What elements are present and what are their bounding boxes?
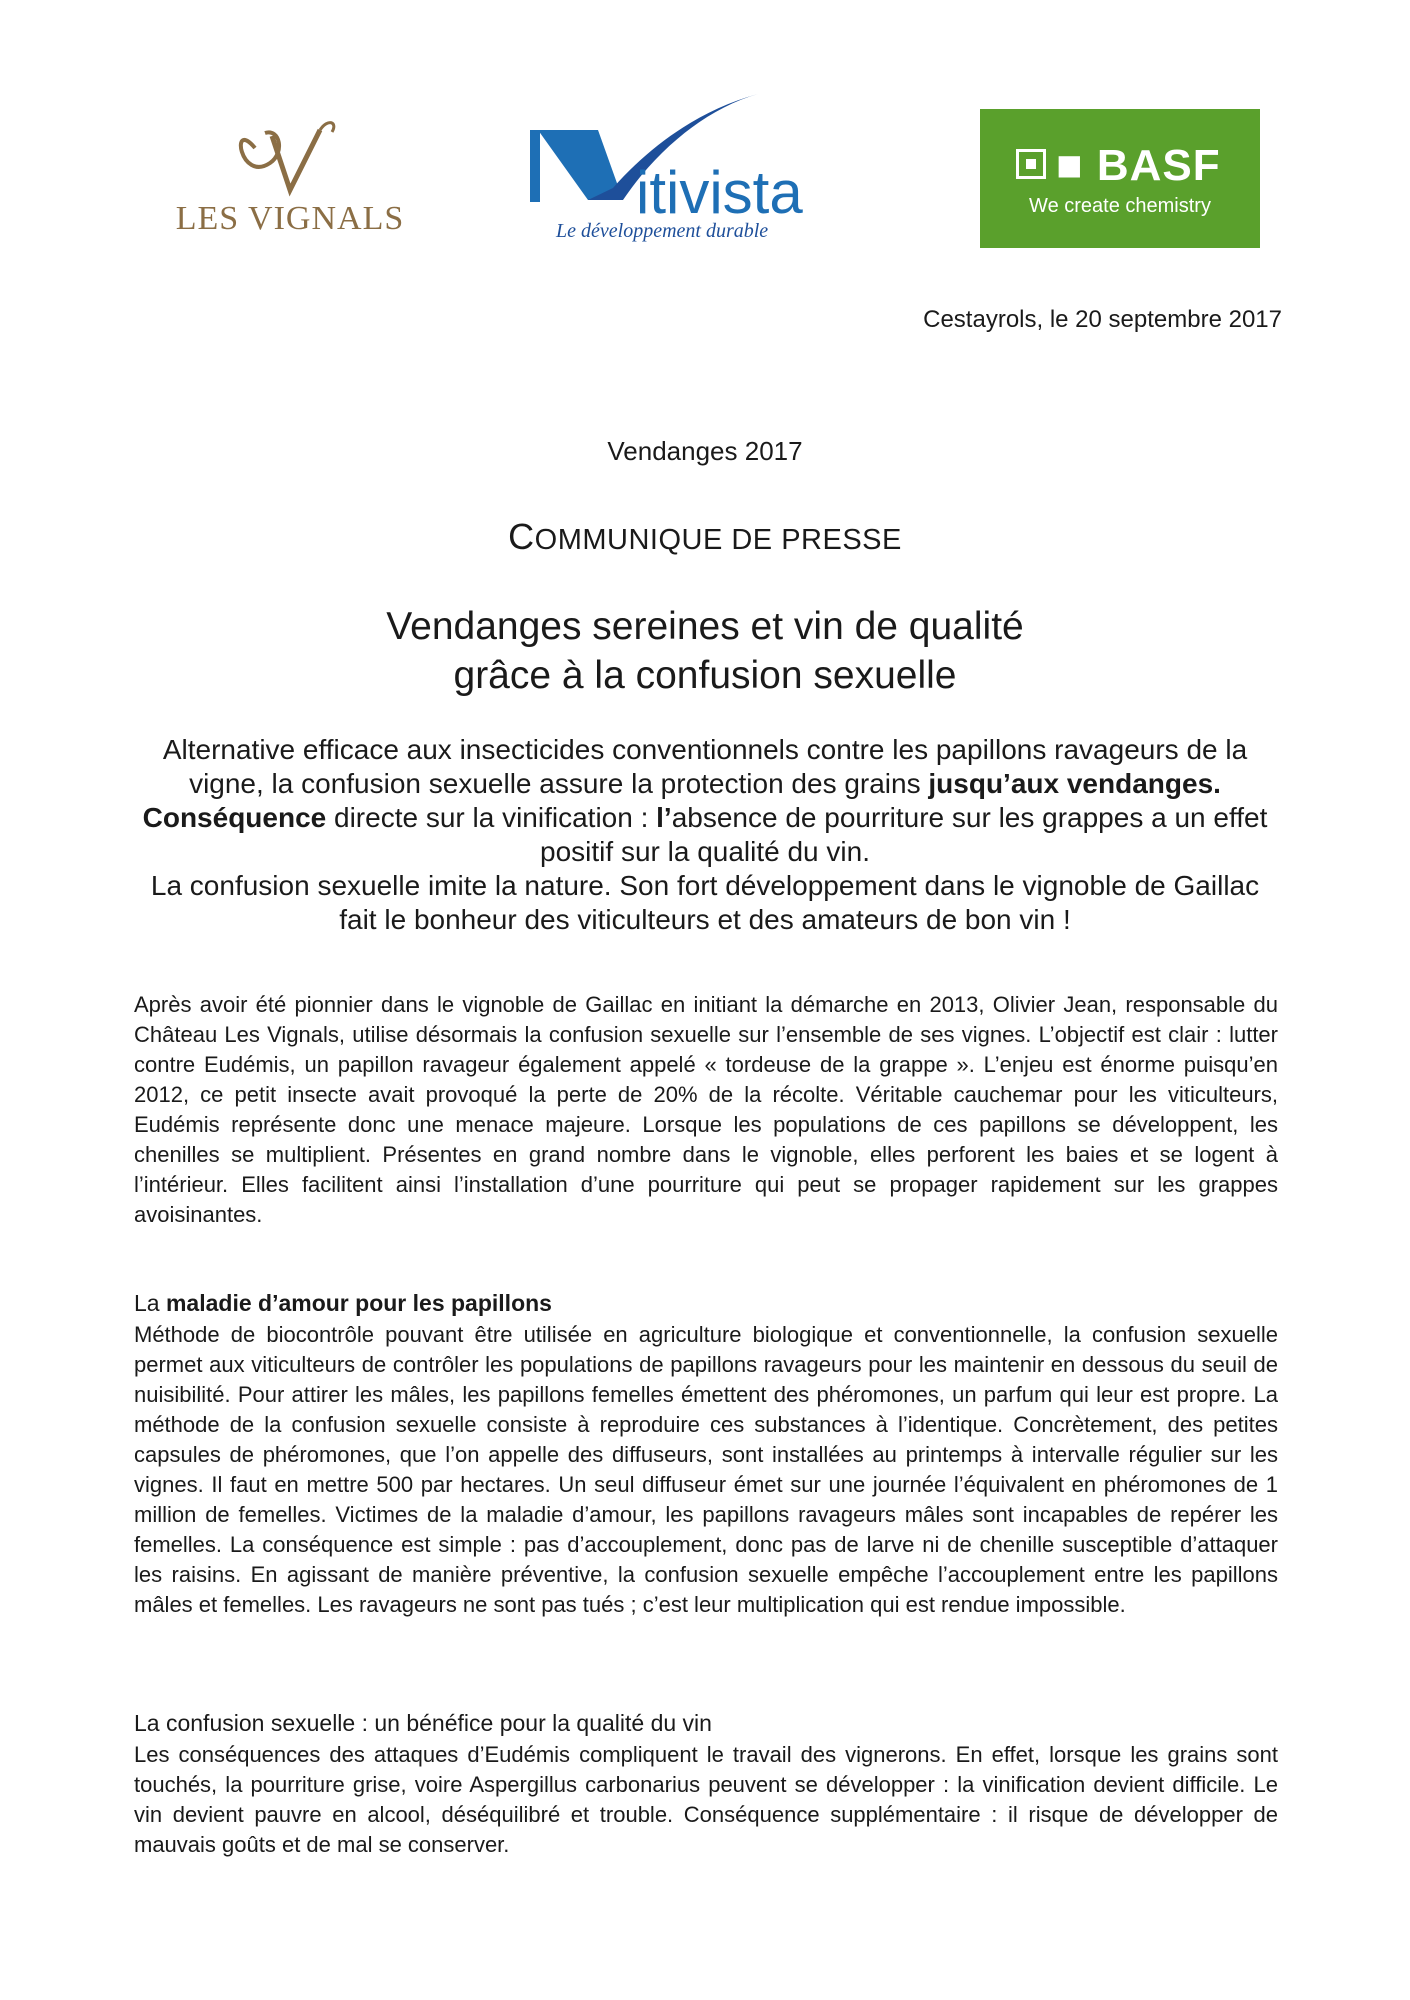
body-paragraph-3: Les conséquences des attaques d’Eudémis compliquent le travail des vignerons. En effet, lorsque les grains sont touchés, la pourriture grise, voire Aspergillus carbonarius peuvent se développer : la vinification devient difficile. Le vin devient pauvre en alcool, déséquilibré et trouble. Conséquence supplémentaire : il risque de développer de mauvais goûts et de mal se conserver. — [134, 1742, 1278, 1857]
lead-part-4: La confusion sexuelle imite la nature. Son fort développement dans le vignoble de Gaillac fait le bonheur des viticulteurs et des amateurs de bon vin ! — [150, 870, 1260, 935]
headline — [0, 602, 1410, 700]
lead-paragraph — [130, 733, 1280, 937]
vignals-logo-text: LES VIGNALS — [175, 200, 405, 237]
section-heading-2 — [134, 1290, 552, 1317]
vitivista-tagline: Le développement durable — [556, 220, 769, 242]
basf-square-icon — [1016, 149, 1046, 179]
lead-part-3: absence de pourriture sur les grappes a un effet positif sur la qualité du vin. — [540, 802, 1268, 867]
basf-word-text: BASF — [1096, 141, 1221, 190]
lead-part-2: directe sur la vinification : — [326, 802, 657, 833]
basf-word: ■ BASF — [1056, 141, 1221, 190]
document-subtitle: Vendanges 2017 — [607, 436, 803, 466]
vignals-monogram-icon — [160, 108, 420, 208]
dateline: Cestayrols, le 20 septembre 2017 — [923, 306, 1282, 333]
document-kind — [0, 516, 1410, 558]
body-paragraph-2: Méthode de biocontrôle pouvant être utilisée en agriculture biologique et conventionnelle, la confusion sexuelle permet aux viticulteurs de contrôler les populations de papillons ravageurs pour les maintenir en dessous du seuil de nuisibilité. Pour attirer les mâles, les papillons femelles émettent des phéromones, un parfum qui leur est propre. La méthode de la confusion sexuelle consiste à reproduire ces substances à l’identique. Concrètement, des petites capsules de phéromones, que l’on appelle des diffuseurs, sont installées au printemps à intervalle régulier sur les vignes. Il faut en mettre 500 par hectares. Un seul diffuseur émet sur une journée l’équivalent en phéromones de 1 million de femelles. Victimes de la maladie d’amour, les papillons ravageurs mâles sont incapables de repérer les femelles. La conséquence est simple : pas d’accouplement, donc pas de larve ni de chenille susceptible d’attaquer les raisins. En agissant de manière préventive, la confusion sexuelle empêche l’accouplement entre les papillons mâles et femelles. Les ravageurs ne sont pas tués ; c’est leur multiplication qui est rendue impossible. — [134, 1322, 1278, 1617]
headline-line-2: grâce à la confusion sexuelle — [453, 654, 957, 697]
basf-tagline: We create chemistry — [1029, 195, 1211, 217]
document-kind-rest: OMMUNIQUE DE PRESSE — [534, 524, 902, 556]
vitivista-logo — [528, 88, 848, 253]
body-paragraph-1: Après avoir été pionnier dans le vignoble de Gaillac en initiant la démarche en 2013, Olivier Jean, responsable du Château Les Vignals, utilise désormais la confusion sexuelle sur l’ensemble de ses vignes. L’objectif est clair : lutter contre Eudémis, un papillon ravageur également appelé « tordeuse de la grappe ». L’enjeu est énorme puisqu’en 2012, ce petit insecte avait provoqué la perte de 20% de la récolte. Véritable cauchemar pour les viticulteurs, Eudémis représente donc une menace majeure. Lorsque les populations de ces papillons se développent, les chenilles se multiplient. Présentes en grand nombre dans le vignoble, elles perforent les baies et se logent à l’intérieur. Elles facilitent ainsi l’installation d’une pourriture qui peut se propager rapidement sur les grappes avoisinantes. — [134, 992, 1278, 1227]
section-heading-2-bold: maladie d’amour pour les papillons — [165, 1290, 552, 1316]
lead-bold-2: l’ — [656, 802, 672, 833]
lead-bold-1: jusqu’aux vendanges. Conséquence — [142, 768, 1221, 833]
section-heading-2-plain: La — [134, 1290, 166, 1316]
section-heading-3: La confusion sexuelle : un bénéfice pour la qualité du vin — [134, 1710, 712, 1736]
lead-part-1: Alternative efficace aux insecticides conventionnels contre les papillons ravageurs de la vigne, la confusion sexuelle assure la protection des grains — [162, 734, 1248, 799]
document-kind-initial: C — [508, 516, 535, 557]
headline-line-1: Vendanges sereines et vin de qualité — [386, 605, 1024, 648]
les-vignals-logo — [160, 108, 420, 248]
vitivista-word: itivista — [636, 159, 803, 226]
basf-logo — [980, 109, 1260, 248]
